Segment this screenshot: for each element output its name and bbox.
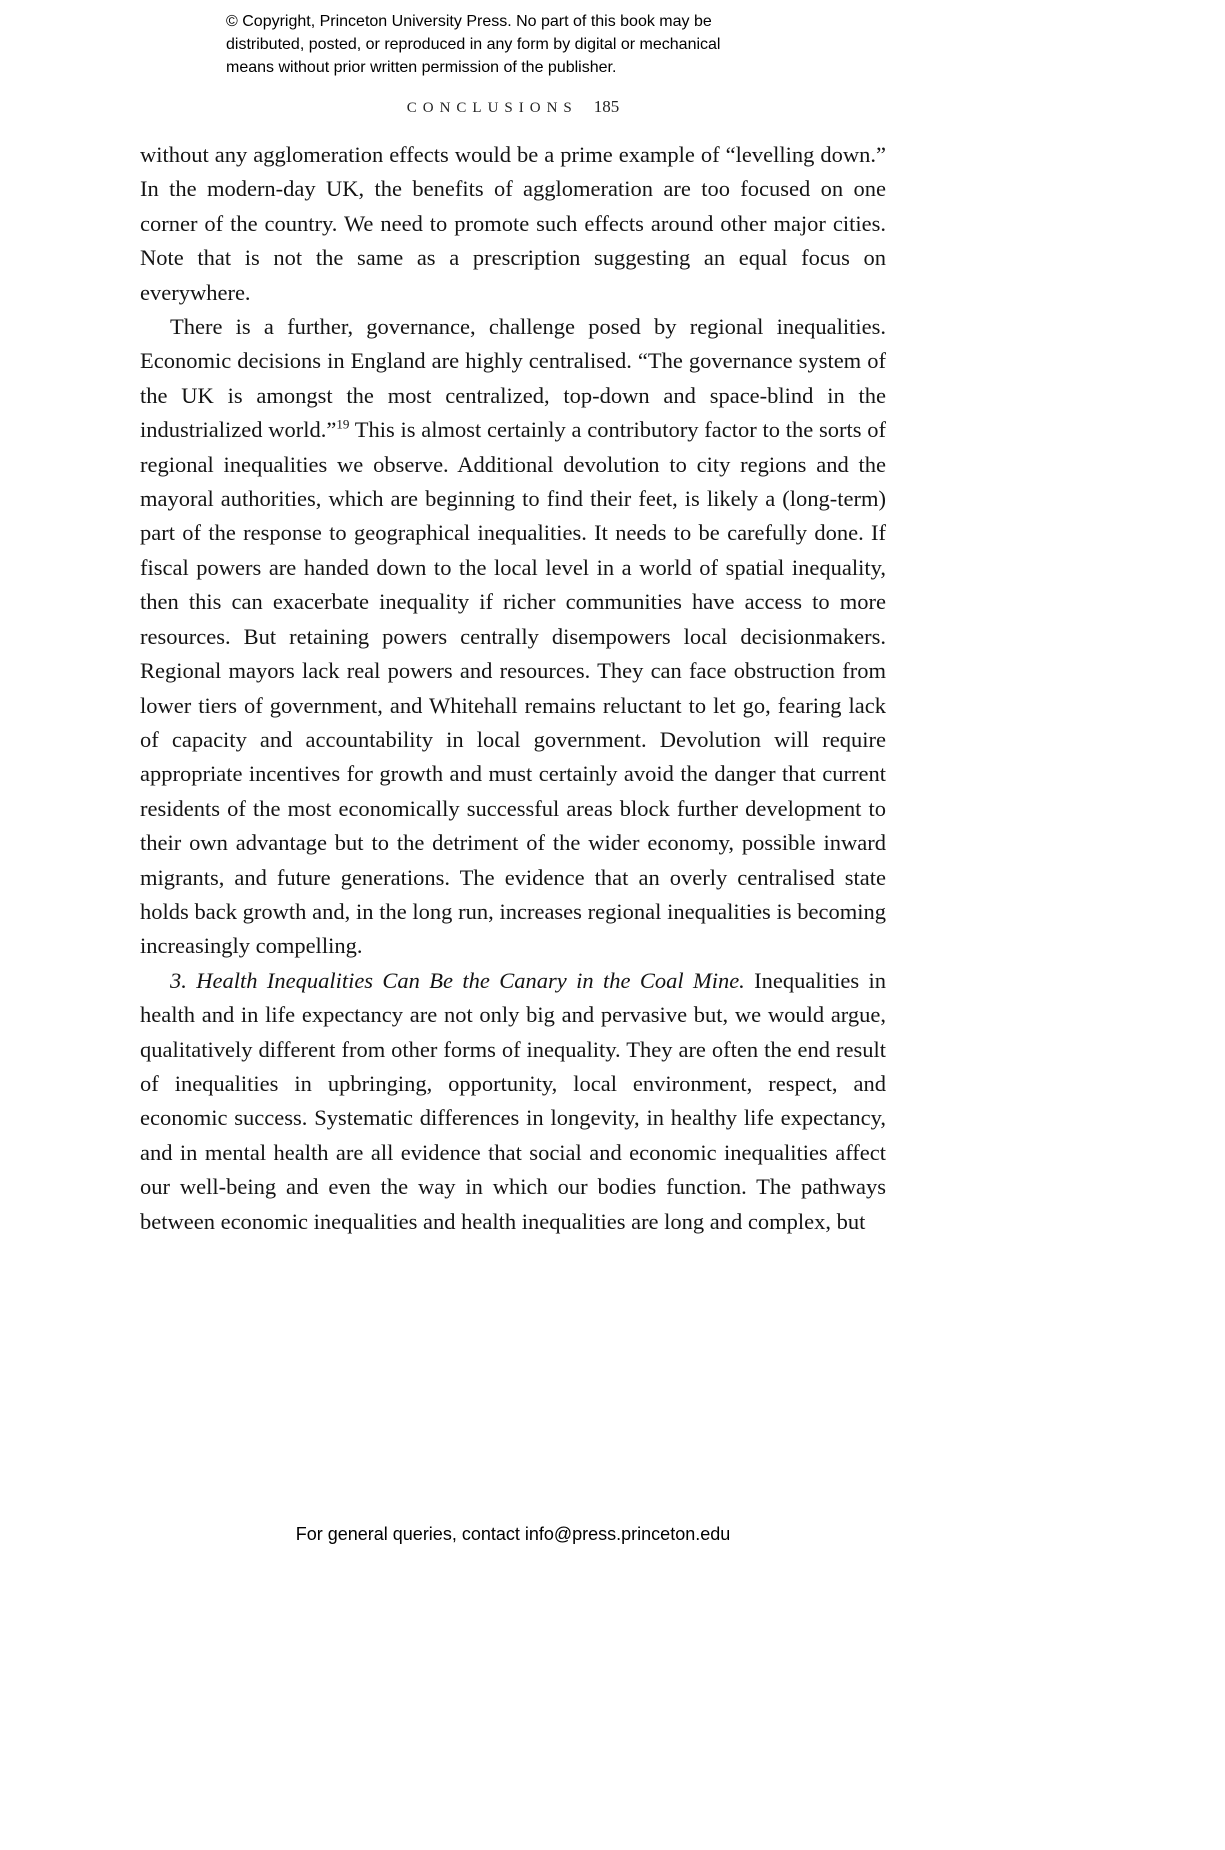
running-head bbox=[140, 97, 886, 117]
text-run: There is a further, governance, challenge posed by regional inequalities. Economic decisions in England are highly centralised. “The governance system of the UK is amongst the most centralized, top-down and space-blind in the industrialized world.” bbox=[140, 314, 886, 443]
copyright-line: distributed, posted, or reproduced in any form by digital or mechanical bbox=[226, 36, 721, 53]
paragraph bbox=[140, 964, 886, 1239]
text-run: Inequalities in health and in life expectancy are not only big and pervasive but, we would argue, qualitatively different from other forms of inequality. They are often the end result of inequalities in upbringing, opportunity, local environment, respect, and economic success. Systematic differences in longevity, in healthy life expectancy, and in mental health are all evidence that social and economic inequalities affect our well-being and even the way in which our bodies function. The pathways between economic inequalities and health inequalities are long and complex, but bbox=[140, 967, 887, 1234]
footnote-reference: 19 bbox=[336, 416, 350, 432]
running-head-title: CONCLUSIONS bbox=[406, 100, 578, 116]
body-text bbox=[140, 138, 886, 1239]
copyright-line: © Copyright, Princeton University Press. No part of this book may be bbox=[226, 13, 712, 30]
text-run: without any agglomeration effects would be a prime example of “levelling down.” In the modern-day UK, the benefits of agglomeration are too focused on one corner of the country. We need to promote such effects around other major cities. Note that is not the same as a prescription suggesting an equal focus on everywhere. bbox=[140, 142, 886, 305]
text-run: 3. Health Inequalities Can Be the Canary in the Coal Mine. bbox=[170, 967, 745, 993]
copyright-notice bbox=[226, 10, 720, 79]
text-run: This is almost certainly a contributory factor to the sorts of regional inequalities we observe. Additional devolution to city regions and the mayoral authorities, which are beginning to find their feet, is likely a (long-term) part of the response to geographical inequalities. It needs to be carefully done. If fiscal powers are handed down to the local level in a world of spatial inequality, then this can exacerbate inequality if richer communities have access to more resources. But retaining powers centrally disempowers local decisionmakers. Regional mayors lack real powers and resources. They can face obstruction from lower tiers of government, and Whitehall remains reluctant to let go, fearing lack of capacity and accountability in local government. Devolution will require appropriate incentives for growth and must certainly avoid the danger that current residents of the most economically successful areas block further development to their own advantage but to the detriment of the wider economy, possible inward migrants, and future generations. The evidence that an overly centralised state holds back growth and, in the long run, increases regional inequalities is becoming increasingly compelling. bbox=[140, 417, 886, 959]
copyright-line: means without prior written permission of the publisher. bbox=[226, 59, 617, 76]
paragraph bbox=[140, 138, 886, 310]
paragraph bbox=[140, 310, 886, 964]
page-number: 185 bbox=[593, 97, 620, 116]
footer-queries: For general queries, contact info@press.princeton.edu bbox=[295, 1524, 731, 1544]
